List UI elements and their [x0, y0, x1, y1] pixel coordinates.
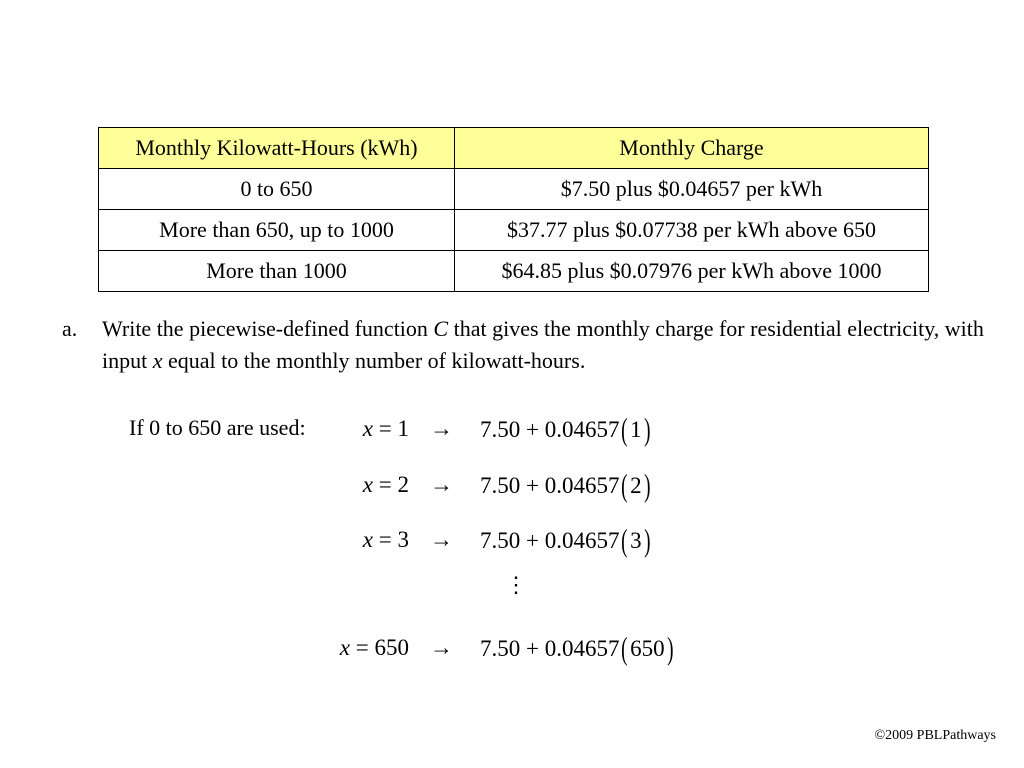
equation-input: 3 [397, 527, 409, 552]
copyright-footer: ©2009 PBLPathways [874, 728, 996, 743]
equation-variable: x [339, 635, 351, 660]
equation-row [0, 522, 1024, 562]
equation-base: 7.50 + 0.04657 [480, 636, 620, 661]
table-header-row [99, 128, 929, 169]
equation-input: 650 [374, 635, 409, 660]
equation-lhs [363, 527, 409, 553]
paren-close-icon: ) [643, 411, 651, 447]
work-lead: If 0 to 650 are used: [129, 415, 306, 440]
paren-open-icon: ( [621, 522, 629, 558]
header-kwh: Monthly Kilowatt-Hours (kWh) [99, 128, 455, 169]
problem-marker: a. [62, 316, 78, 341]
variable-x: x [152, 348, 163, 373]
problem-text: that gives the monthly charge for residential electricity, with input [102, 316, 984, 373]
table-row [99, 210, 929, 251]
equation-variable: x [362, 472, 374, 497]
equation-base: 7.50 + 0.04657 [480, 528, 620, 553]
equation-rhs [480, 522, 652, 559]
equation-input: 1 [397, 416, 409, 441]
variable-c: C [433, 316, 449, 341]
arrow-icon: → [430, 416, 453, 441]
vertical-ellipsis: ⋮ [505, 572, 527, 597]
equation-variable: x [362, 416, 374, 441]
equation-input: 650 [630, 636, 665, 661]
equation-rhs [480, 411, 652, 448]
equation-lhs [363, 472, 409, 498]
problem-text: equal to the monthly number of kilowatt-hours. [162, 348, 586, 373]
arrow-icon: → [430, 472, 453, 497]
table-row [99, 169, 929, 210]
equation-input: 2 [630, 473, 642, 498]
header-charge: Monthly Charge [455, 128, 929, 169]
table-cell: $64.85 plus $0.07976 per kWh above 1000 [455, 251, 929, 292]
equation-row [0, 630, 1024, 670]
table-row [99, 251, 929, 292]
paren-close-icon: ) [643, 467, 651, 503]
equation-variable: x [362, 527, 374, 552]
equation-input: 2 [397, 472, 409, 497]
equation-input: 3 [630, 528, 642, 553]
equation-equals: = [350, 635, 375, 660]
problem-text: Write the piecewise-defined function [102, 316, 434, 341]
arrow-icon: → [430, 527, 453, 552]
equation-equals: = [373, 472, 398, 497]
paren-close-icon: ) [643, 522, 651, 558]
equation-base: 7.50 + 0.04657 [480, 473, 620, 498]
equation-lhs [363, 416, 409, 442]
paren-close-icon: ) [666, 630, 674, 666]
table-cell: $7.50 plus $0.04657 per kWh [455, 169, 929, 210]
equation-equals: = [373, 527, 398, 552]
rate-table [98, 127, 929, 292]
paren-open-icon: ( [621, 411, 629, 447]
table-cell: $37.77 plus $0.07738 per kWh above 650 [455, 210, 929, 251]
equation-row [0, 467, 1024, 507]
equation-equals: = [373, 416, 398, 441]
arrow-icon: → [430, 635, 453, 660]
equation-lhs [340, 635, 409, 661]
paren-open-icon: ( [621, 630, 629, 666]
equation-rhs [480, 630, 675, 667]
equation-row [0, 411, 1024, 451]
table-cell: More than 650, up to 1000 [99, 210, 455, 251]
equation-rhs [480, 467, 652, 504]
equation-input: 1 [630, 417, 642, 442]
table-cell: 0 to 650 [99, 169, 455, 210]
problem-statement [102, 313, 992, 377]
paren-open-icon: ( [621, 467, 629, 503]
equation-base: 7.50 + 0.04657 [480, 417, 620, 442]
table-cell: More than 1000 [99, 251, 455, 292]
